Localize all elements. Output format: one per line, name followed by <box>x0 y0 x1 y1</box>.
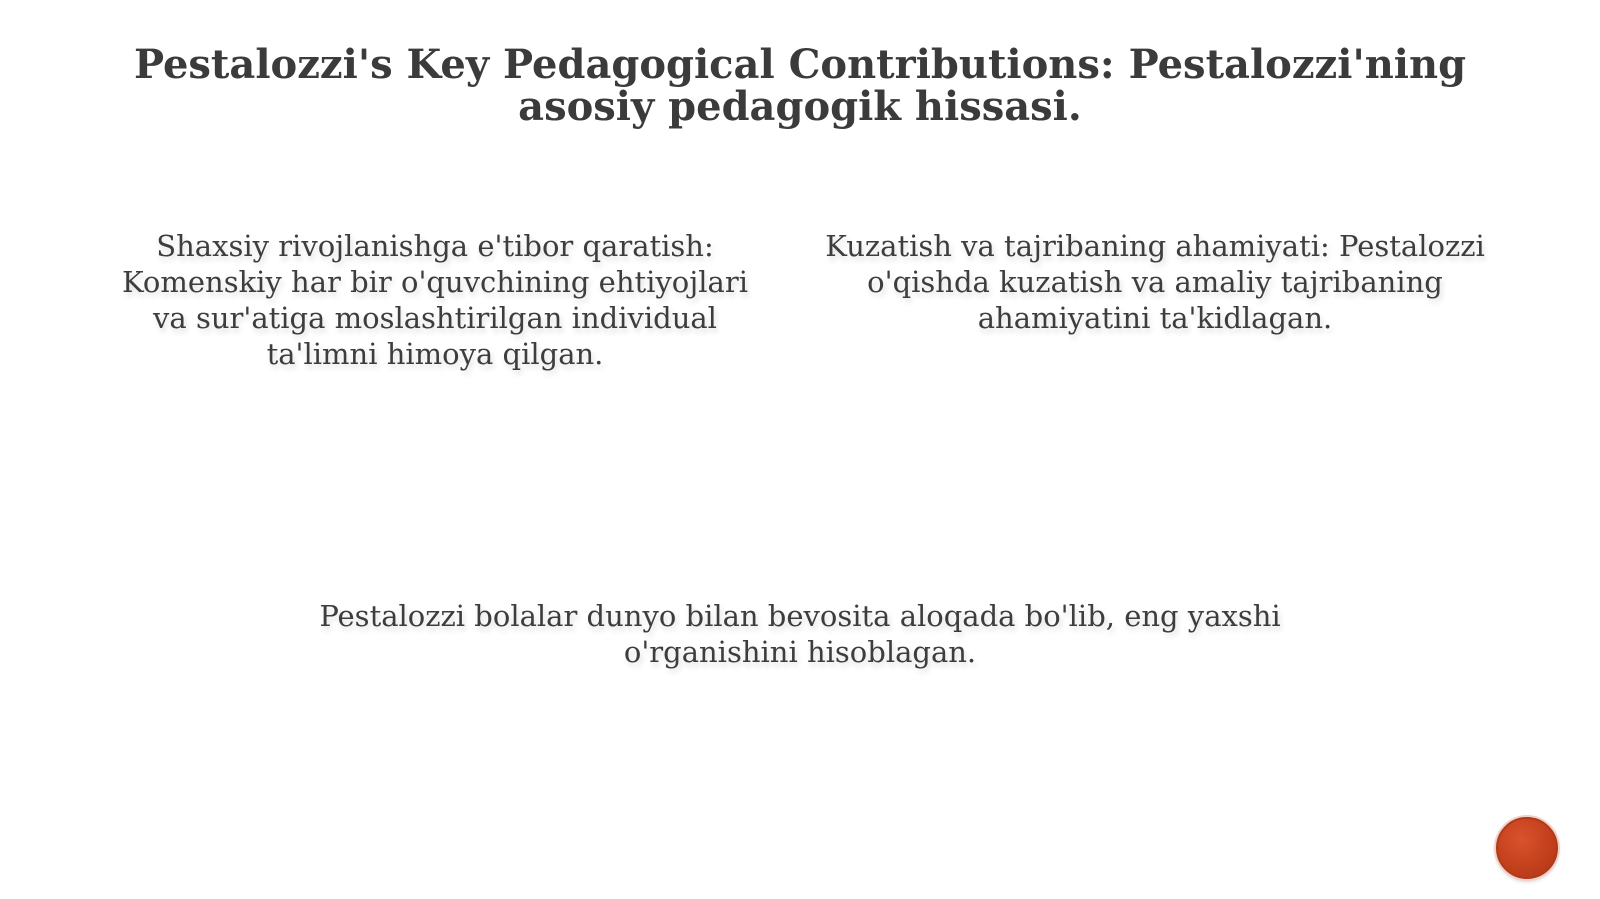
left-column-text: Shaxsiy rivojlanishga e'tibor qaratish: Komenskiy har bir o'quvchining ehtiyojlari va sur'atiga moslashtirilgan individual ta'limni himoya qilgan. <box>122 229 748 371</box>
circle-button-icon[interactable] <box>1496 817 1558 879</box>
bottom-text: Pestalozzi bolalar dunyo bilan bevosita aloqada bo'lib, eng yaxshi o'rganishini hisoblagan. <box>319 599 1281 669</box>
slide-title: Pestalozzi's Key Pedagogical Contributions: Pestalozzi'ning asosiy pedagogik hissasi. <box>133 41 1467 130</box>
right-column-text: Kuzatish va tajribaning ahamiyati: Pestalozzi o'qishda kuzatish va amaliy tajribaning ahamiyatini ta'kidlagan. <box>825 229 1485 335</box>
